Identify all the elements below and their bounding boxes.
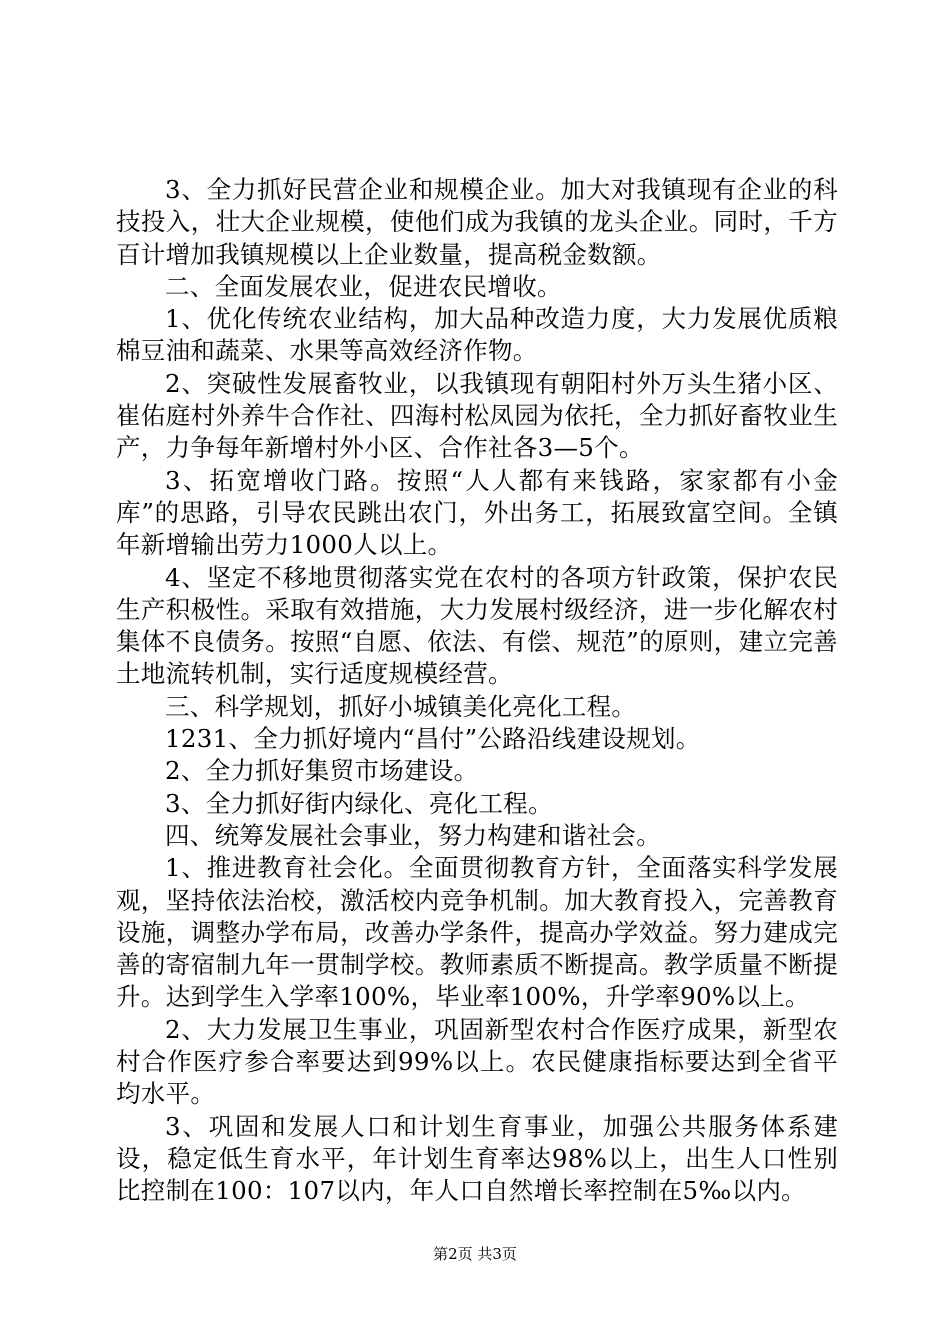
page-footer: 第2页 共3页	[433, 1245, 517, 1263]
heading-social-affairs: 四、统筹发展社会事业，努力构建和谐社会。	[165, 820, 661, 850]
paragraph-road-planning: 1231、全力抓好境内“昌付”公路沿线建设规划。	[165, 724, 701, 754]
paragraph-greening: 3、全力抓好街内绿化、亮化工程。	[165, 788, 553, 818]
paragraph-health: 2、大力发展卫生事业，巩固新型农村合作医疗成果，新型农村合作医疗参合率要达到99%以上。农民健康指标要达到全省平均水平。	[116, 1014, 838, 1109]
heading-town-planning: 三、科学规划，抓好小城镇美化亮化工程。	[165, 691, 637, 721]
paragraph-education: 1、推进教育社会化。全面贯彻教育方针，全面落实科学发展观，坚持依法治校，激活校内竞争机制。加大教育投入，完善教育设施，调整办学布局，改善办学条件，提高办学效益。努力建成完善的寄宿制九年一贯制学校。教师素质不断提高。教学质量不断提升。达到学生入学率100%，毕业率100%，升学率90%以上。	[116, 853, 838, 1012]
paragraph-livestock: 2、突破性发展畜牧业，以我镇现有朝阳村外万头生猪小区、崔佑庭村外养牛合作社、四海村松凤园为依托，全力抓好畜牧业生产，力争每年新增村外小区、合作社各3—5个。	[116, 368, 838, 463]
paragraph-market: 2、全力抓好集贸市场建设。	[165, 756, 479, 786]
paragraph-private-enterprise: 3、全力抓好民营企业和规模企业。加大对我镇现有企业的科技投入，壮大企业规模，使他们成为我镇的龙头企业。同时，千方百计增加我镇规模以上企业数量，提高税金数额。	[116, 175, 838, 269]
heading-agriculture: 二、全面发展农业，促进农民增收。	[165, 271, 562, 301]
paragraph-rural-policy: 4、坚定不移地贯彻落实党在农村的各项方针政策，保护农民生产积极性。采取有效措施，大力发展村级经济，进一步化解农村集体不良债务。按照“自愿、依法、有偿、规范”的原则，建立完善土地流转机制，实行适度规模经营。	[116, 562, 838, 689]
paragraph-agri-structure: 1、优化传统农业结构，加大品种改造力度，大力发展优质粮棉豆油和蔬菜、水果等高效经济作物。	[116, 304, 838, 366]
document-body	[116, 174, 838, 1208]
paragraph-population: 3、巩固和发展人口和计划生育事业，加强公共服务体系建设，稳定低生育水平，年计划生育率达98%以上，出生人口性别比控制在100：107以内，年人口自然增长率控制在5‰以内。	[116, 1111, 838, 1206]
paragraph-income-channels: 3、拓宽增收门路。按照“人人都有来钱路，家家都有小金库”的思路，引导农民跳出农门，外出务工，拓展致富空间。全镇年新增输出劳力1000人以上。	[116, 465, 838, 560]
